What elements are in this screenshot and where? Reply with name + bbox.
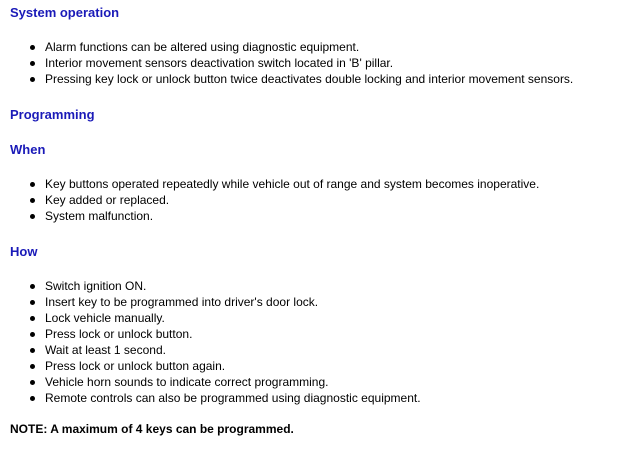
note-text: NOTE: A maximum of 4 keys can be programmed. — [10, 422, 294, 436]
bullet-icon — [30, 77, 35, 82]
bullet-icon — [30, 182, 35, 187]
list-item-text: System malfunction. — [45, 209, 154, 223]
list-item-text: Interior movement sensors deactivation switch located in 'B' pillar. — [45, 56, 394, 70]
list-item-text: Key added or replaced. — [45, 193, 170, 207]
bullet-icon — [30, 61, 35, 66]
bullet-icon — [30, 348, 35, 353]
bullet-icon — [30, 380, 35, 385]
list-item-text: Alarm functions can be altered using diagnostic equipment. — [45, 40, 360, 54]
list-item-text: Press lock or unlock button. — [45, 327, 193, 341]
list-item-text: Lock vehicle manually. — [45, 311, 165, 325]
list-item-text: Insert key to be programmed into driver's door lock. — [45, 295, 319, 309]
bullet-icon — [30, 364, 35, 369]
list-item-text: Vehicle horn sounds to indicate correct programming. — [45, 375, 329, 389]
list-item-text: Pressing key lock or unlock button twice deactivates double locking and interior movement sensors. — [45, 72, 574, 86]
list-item-text: Switch ignition ON. — [45, 279, 147, 293]
bullet-icon — [30, 214, 35, 219]
list-item-text: Wait at least 1 second. — [45, 343, 166, 357]
heading-when: When — [10, 142, 46, 157]
heading-system-operation: System operation — [10, 5, 120, 20]
list-item-text: Key buttons operated repeatedly while vehicle out of range and system becomes inoperative. — [45, 177, 540, 191]
heading-programming: Programming — [10, 107, 95, 122]
bullet-icon — [30, 284, 35, 289]
bullet-icon — [30, 316, 35, 321]
list-item-text: Remote controls can also be programmed using diagnostic equipment. — [45, 391, 421, 405]
bullet-icon — [30, 332, 35, 337]
bullet-icon — [30, 396, 35, 401]
bullet-icon — [30, 300, 35, 305]
heading-how: How — [10, 244, 38, 259]
list-item-text: Press lock or unlock button again. — [45, 359, 226, 373]
bullet-icon — [30, 198, 35, 203]
bullet-icon — [30, 45, 35, 50]
